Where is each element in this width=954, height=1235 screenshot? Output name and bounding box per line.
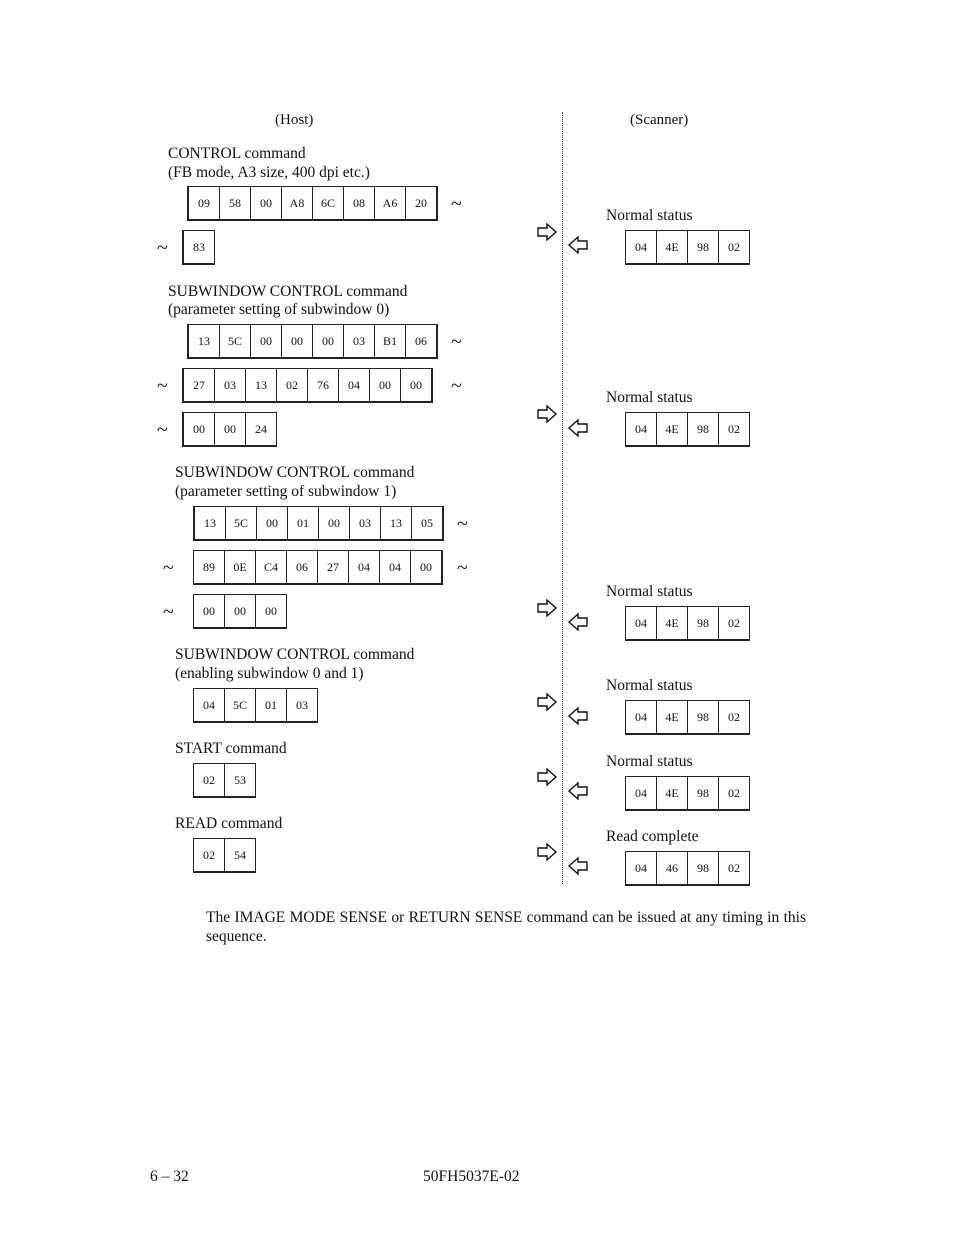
byte-cell: 98 [687, 777, 718, 809]
byte-row [193, 838, 256, 873]
host-scanner-divider [562, 112, 563, 884]
response-label: Normal status [606, 389, 693, 406]
command-subtitle: (parameter setting of subwindow 1) [175, 483, 397, 500]
byte-cell: 58 [219, 187, 250, 219]
byte-cell: 01 [255, 689, 286, 721]
send-arrow-icon [537, 768, 557, 786]
byte-cell: 03 [343, 325, 374, 357]
byte-cell: 27 [317, 551, 348, 583]
byte-cell: B1 [374, 325, 405, 357]
byte-cell: 4E [656, 413, 687, 445]
byte-cell: 00 [281, 325, 312, 357]
byte-cell: 00 [255, 595, 287, 627]
byte-cell: 6C [312, 187, 343, 219]
command-subtitle: (parameter setting of subwindow 0) [168, 301, 390, 318]
receive-arrow-icon [568, 857, 588, 875]
command-title: SUBWINDOW CONTROL command [168, 283, 408, 300]
byte-cell: 13 [194, 507, 225, 539]
byte-cell: 53 [224, 764, 256, 796]
byte-cell: A6 [374, 187, 405, 219]
command-title: READ command [175, 815, 283, 832]
byte-cell: 04 [348, 551, 379, 583]
byte-cell: 04 [625, 852, 656, 884]
byte-cell: 00 [182, 413, 214, 445]
byte-cell: 03 [286, 689, 318, 721]
status-byte-row [625, 412, 750, 447]
command-title: START command [175, 740, 287, 757]
command-title: CONTROL command [168, 145, 306, 162]
response-label: Normal status [606, 207, 693, 224]
byte-row [187, 324, 438, 359]
byte-cell: 00 [318, 507, 349, 539]
byte-cell: 00 [224, 595, 255, 627]
response-label: Normal status [606, 677, 693, 694]
byte-cell: 04 [625, 777, 656, 809]
byte-row [182, 368, 433, 403]
send-arrow-icon [537, 843, 557, 861]
byte-cell: 09 [187, 187, 219, 219]
continuation-tilde: ~ [157, 375, 168, 397]
status-byte-row [625, 851, 750, 886]
byte-row [193, 594, 287, 629]
byte-cell: 76 [307, 369, 338, 401]
byte-cell: 02 [718, 413, 750, 445]
byte-cell: 98 [687, 231, 718, 263]
byte-cell: 00 [250, 187, 281, 219]
byte-cell: 24 [245, 413, 277, 445]
byte-row [182, 230, 215, 265]
byte-row [182, 412, 277, 447]
continuation-tilde: ~ [163, 601, 174, 623]
byte-cell: 89 [193, 551, 224, 583]
receive-arrow-icon [568, 707, 588, 725]
byte-cell: 98 [687, 852, 718, 884]
response-label: Normal status [606, 753, 693, 770]
byte-cell: 54 [224, 839, 256, 871]
byte-cell: 00 [214, 413, 245, 445]
send-arrow-icon [537, 693, 557, 711]
continuation-tilde: ~ [457, 513, 468, 535]
byte-cell: 00 [256, 507, 287, 539]
byte-cell: 06 [286, 551, 317, 583]
send-arrow-icon [537, 223, 557, 241]
byte-row [193, 688, 318, 723]
byte-cell: 5C [225, 507, 256, 539]
byte-cell: C4 [255, 551, 286, 583]
byte-cell: 04 [338, 369, 369, 401]
byte-cell: 00 [250, 325, 281, 357]
status-byte-row [625, 700, 750, 735]
byte-cell: 00 [369, 369, 400, 401]
byte-cell: 02 [718, 607, 750, 639]
byte-cell: 00 [400, 369, 433, 401]
receive-arrow-icon [568, 613, 588, 631]
byte-cell: 02 [193, 764, 224, 796]
receive-arrow-icon [568, 419, 588, 437]
send-arrow-icon [537, 405, 557, 423]
byte-cell: 04 [625, 607, 656, 639]
byte-cell: 01 [287, 507, 318, 539]
byte-cell: 02 [718, 777, 750, 809]
send-arrow-icon [537, 599, 557, 617]
byte-cell: 03 [349, 507, 380, 539]
byte-cell: 98 [687, 701, 718, 733]
byte-cell: 04 [625, 231, 656, 263]
byte-cell: 00 [312, 325, 343, 357]
receive-arrow-icon [568, 782, 588, 800]
continuation-tilde: ~ [451, 375, 462, 397]
continuation-tilde: ~ [163, 557, 174, 579]
byte-cell: 02 [718, 701, 750, 733]
command-title: SUBWINDOW CONTROL command [175, 646, 415, 663]
scanner-column-header: (Scanner) [630, 112, 689, 128]
continuation-tilde: ~ [157, 237, 168, 259]
byte-cell: 27 [182, 369, 214, 401]
byte-row [193, 763, 256, 798]
byte-cell: 06 [405, 325, 438, 357]
byte-cell: 4E [656, 231, 687, 263]
byte-cell: 20 [405, 187, 438, 219]
byte-cell: 04 [625, 701, 656, 733]
document-number: 50FH5037E-02 [423, 1168, 520, 1185]
byte-cell: 5C [219, 325, 250, 357]
byte-cell: 98 [687, 413, 718, 445]
byte-cell: 02 [718, 231, 750, 263]
byte-cell: 13 [380, 507, 411, 539]
byte-cell: 04 [625, 413, 656, 445]
byte-cell: 04 [379, 551, 410, 583]
byte-cell: 02 [276, 369, 307, 401]
byte-cell: 03 [214, 369, 245, 401]
byte-row [187, 186, 438, 221]
page-number: 6 – 32 [150, 1168, 189, 1185]
continuation-tilde: ~ [451, 193, 462, 215]
byte-row [193, 550, 443, 585]
command-title: SUBWINDOW CONTROL command [175, 464, 415, 481]
command-subtitle: (enabling subwindow 0 and 1) [175, 665, 364, 682]
byte-cell: 4E [656, 777, 687, 809]
host-column-header: (Host) [275, 112, 314, 128]
continuation-tilde: ~ [157, 419, 168, 441]
byte-row [193, 506, 444, 541]
byte-cell: 05 [411, 507, 444, 539]
byte-cell: 4E [656, 701, 687, 733]
response-label: Read complete [606, 828, 699, 845]
byte-cell: 5C [224, 689, 255, 721]
byte-cell: 04 [193, 689, 224, 721]
byte-cell: A8 [281, 187, 312, 219]
continuation-tilde: ~ [457, 557, 468, 579]
byte-cell: 00 [193, 595, 224, 627]
byte-cell: 00 [410, 551, 443, 583]
response-label: Normal status [606, 583, 693, 600]
byte-cell: 13 [187, 325, 219, 357]
byte-cell: 0E [224, 551, 255, 583]
byte-cell: 02 [193, 839, 224, 871]
status-byte-row [625, 606, 750, 641]
byte-cell: 13 [245, 369, 276, 401]
byte-cell: 46 [656, 852, 687, 884]
byte-cell: 08 [343, 187, 374, 219]
continuation-tilde: ~ [451, 331, 462, 353]
status-byte-row [625, 230, 750, 265]
byte-cell: 83 [182, 231, 215, 263]
sequence-note: The IMAGE MODE SENSE or RETURN SENSE command can be issued at any timing in this sequence. [206, 909, 806, 945]
receive-arrow-icon [568, 236, 588, 254]
byte-cell: 4E [656, 607, 687, 639]
byte-cell: 98 [687, 607, 718, 639]
byte-cell: 02 [718, 852, 750, 884]
command-subtitle: (FB mode, A3 size, 400 dpi etc.) [168, 164, 370, 181]
status-byte-row [625, 776, 750, 811]
